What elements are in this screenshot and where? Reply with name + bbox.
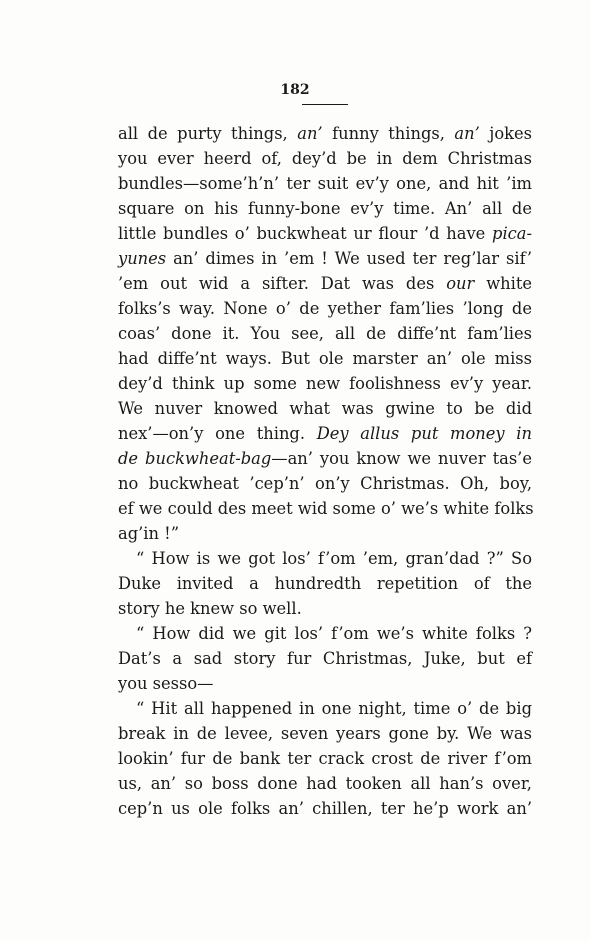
text-segment: all de purty things,: [118, 124, 298, 143]
text-line: [118, 396, 532, 421]
text-segment: little bundles o’ buckwheat ur flour ’d have: [118, 224, 493, 243]
text-line: [118, 771, 532, 796]
text-segment: had diffe’nt ways. But ole marster an’ ole miss: [118, 349, 532, 368]
text-line: [118, 696, 532, 721]
text-segment: dey’d think up some new foolishness ev’y year.: [118, 374, 532, 393]
text-line: [118, 546, 532, 571]
text-line: [118, 521, 532, 546]
text-line: [118, 371, 532, 396]
text-segment: funny things,: [322, 124, 455, 143]
italic-text: our: [446, 274, 475, 293]
italic-text: pica-: [492, 224, 532, 243]
text-segment: Duke invited a hundredth repetition of the: [118, 574, 532, 593]
text-line: [118, 246, 532, 271]
text-line: [118, 421, 532, 446]
text-line: [118, 221, 532, 246]
text-segment: you ever heerd of, dey’d be in dem Christmas: [118, 149, 532, 168]
text-line: [118, 596, 532, 621]
text-line: [118, 171, 532, 196]
text-line: [118, 196, 532, 221]
text-line: [118, 446, 532, 471]
page-number: 182: [280, 82, 310, 98]
text-segment: ’em out wid a sifter. Dat was des: [118, 274, 447, 293]
italic-text: de buckwheat-bag: [118, 449, 272, 468]
text-segment: bundles—some’h’n’ ter suit ev’y one, and hit ’im: [118, 174, 532, 193]
body-text: [118, 121, 532, 821]
text-line: [118, 621, 532, 646]
text-line: [118, 796, 532, 821]
text-line: [118, 471, 532, 496]
text-segment: cep’n us ole folks an’ chillen, ter he’p work an’: [118, 799, 532, 818]
text-segment: folks’s way. None o’ de yether fam’lies ’long de: [118, 299, 532, 318]
text-segment: “ Hit all happened in one night, time o’ de big: [136, 699, 532, 718]
text-line: [118, 346, 532, 371]
text-segment: “ How is we got los’ f’om ’em, gran’dad ?” So: [136, 549, 532, 568]
text-segment: white: [474, 274, 533, 293]
text-segment: Dat’s a sad story fur Christmas, Juke, but ef: [118, 649, 532, 668]
text-segment: coas’ done it. You see, all de diffe’nt fam’lies: [118, 324, 532, 343]
text-segment: lookin’ fur de bank ter crack crost de river f’om: [118, 749, 532, 768]
text-segment: ef we could des meet wid some o’ we’s white folks: [118, 499, 534, 518]
text-line: [118, 746, 532, 771]
text-segment: nex’—on’y one thing.: [118, 424, 317, 443]
text-line: [118, 321, 532, 346]
italic-text: yunes: [118, 249, 167, 268]
text-line: [118, 121, 532, 146]
italic-text: an’: [454, 124, 480, 143]
text-segment: story he knew so well.: [118, 599, 302, 618]
italic-text: an’: [297, 124, 323, 143]
text-segment: ag’in !”: [118, 524, 180, 543]
text-line: [118, 571, 532, 596]
text-line: [118, 496, 532, 521]
text-segment: jokes: [479, 124, 532, 143]
page-number-rule: [302, 104, 348, 105]
text-segment: us, an’ so boss done had tooken all han’s over,: [118, 774, 532, 793]
text-line: [118, 721, 532, 746]
text-segment: “ How did we git los’ f’om we’s white folks ?: [136, 624, 532, 643]
text-line: [118, 671, 532, 696]
text-segment: you sesso—: [118, 674, 214, 693]
text-line: [118, 146, 532, 171]
text-segment: —an’ you know we nuver tas’e: [271, 449, 532, 468]
italic-text: Dey allus put money in: [316, 424, 532, 443]
text-line: [118, 296, 532, 321]
text-segment: square on his funny-bone ev’y time. An’ all de: [118, 199, 532, 218]
text-segment: an’ dimes in ’em ! We used ter reg’lar sif’: [166, 249, 532, 268]
text-segment: We nuver knowed what was gwine to be did: [118, 399, 532, 418]
text-line: [118, 271, 532, 296]
text-segment: break in de levee, seven years gone by. We was: [118, 724, 532, 743]
text-line: [118, 646, 532, 671]
text-segment: no buckwheat ’cep’n’ on’y Christmas. Oh, boy,: [118, 474, 532, 493]
